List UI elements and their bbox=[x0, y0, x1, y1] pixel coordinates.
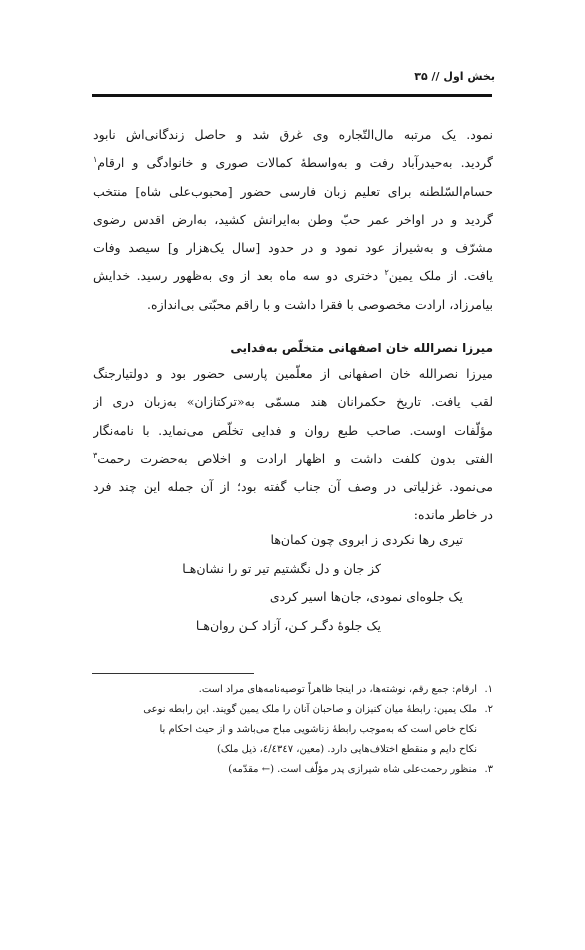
text-line: مؤلّفات اوست. صاحب طبع روان و فدایی تخلّص می‌نماید. با نامه‌نگار bbox=[93, 422, 493, 438]
poem-verse: یک جلوه‌ای نمودی، جان‌ها اسیر کردی bbox=[269, 589, 463, 604]
text-line: در خاطر مانده: bbox=[413, 507, 493, 523]
section-heading: میرزا نصرالله خان اصفهانی متخلّص به‌فدایی bbox=[230, 341, 493, 355]
text-line: مشرّف و به‌شیراز عود نمود و در حدود [سال یک‌هزار و] سیصد وفات bbox=[93, 240, 493, 256]
header-rule bbox=[92, 94, 492, 97]
text-line: حسام‌السّلطنه برای تعلیم زبان فارسی حضور [محبوب‌علی شاه] منتخب bbox=[93, 183, 493, 199]
poem-verse: تیری رها نکردی ز ابروی چون کمان‌ها bbox=[270, 532, 463, 547]
paragraph-2 bbox=[93, 360, 493, 530]
text-line: گردید. به‌حیدرآباد رفت و به‌واسطهٔ کمالات صوری و خانوادگی و ارقام$^۱$ bbox=[93, 155, 493, 171]
footnotes bbox=[93, 680, 493, 780]
running-head: بخش اول // ۳۵ bbox=[414, 70, 495, 83]
poem-verse: کز جان و دل نگشتیم تیر تو را نشان‌هـا bbox=[182, 560, 381, 576]
footnote-separator bbox=[92, 673, 254, 674]
text-line: نمود. یک مرتبه مال‌التّجاره وی غرق شد و حاصل زندگانی‌اش نابود bbox=[93, 127, 493, 142]
footnote: ۳.منظور رحمت‌علی شاه شیرازی پدر مؤلّف است. (← مقدّمه) bbox=[228, 764, 493, 775]
footnote-marker: ۱ bbox=[93, 155, 98, 165]
text-line: الفتی بدون کلفت داشت و اظهار ارادت و اخلاص به‌حضرت رحمت$^۳$ bbox=[93, 450, 493, 466]
footnote: ۲.ملک یمین: رابطهٔ میان کنیزان و صاحبان آنان را ملک یمین گویند. این رابطه نوعی نکاح خاص است که به‌موجب رابطهٔ زناشویی مباح می‌باشد و از حیث احکام با نکاح دایم و منقطع اختلاف‌هایی دارد. (معین، ٤/٤٣٤٧، ذیل ملک) bbox=[143, 704, 493, 755]
text-line: بیامرزاد، ارادت مخصوصی با فقرا داشت و با راقم محبّتی بی‌اندازه. bbox=[147, 296, 493, 312]
footnote-marker: ۳ bbox=[93, 450, 98, 460]
poem bbox=[93, 526, 493, 640]
paragraph-1 bbox=[93, 121, 493, 319]
text-line: گردید و در اواخر عمر حبّ وطن به‌ایرانش کشید، به‌ارض اقدس رضوی bbox=[93, 211, 493, 227]
poem-verse: یک جلوهٔ دگـر کـن، آزاد کـن روان‌هـا bbox=[195, 617, 381, 633]
text-line: یافت. از ملک یمین$^۲$ دختری دو سه ماه بعد از وی به‌ظهور رسید. خدایش bbox=[93, 268, 493, 284]
footnote: ۱.ارقام: جمع رقم، نوشته‌ها، در اینجا ظاهراً توصیه‌نامه‌های مراد است. bbox=[198, 684, 493, 695]
text-line: لقب یافت. تاریخ حکمرانان هند مسمّی به«ترکتازان» به‌زبان دری از bbox=[93, 394, 493, 410]
text-line: می‌نمود. غزلیاتی در وصف آن جناب گفته بود؛ از آن جمله این چند فرد bbox=[93, 479, 493, 495]
text-line: میرزا نصرالله خان اصفهانی از معلّمین پارسی حضور بود و دولتیارجنگ bbox=[93, 366, 493, 381]
footnote-marker: ۲ bbox=[384, 268, 389, 278]
